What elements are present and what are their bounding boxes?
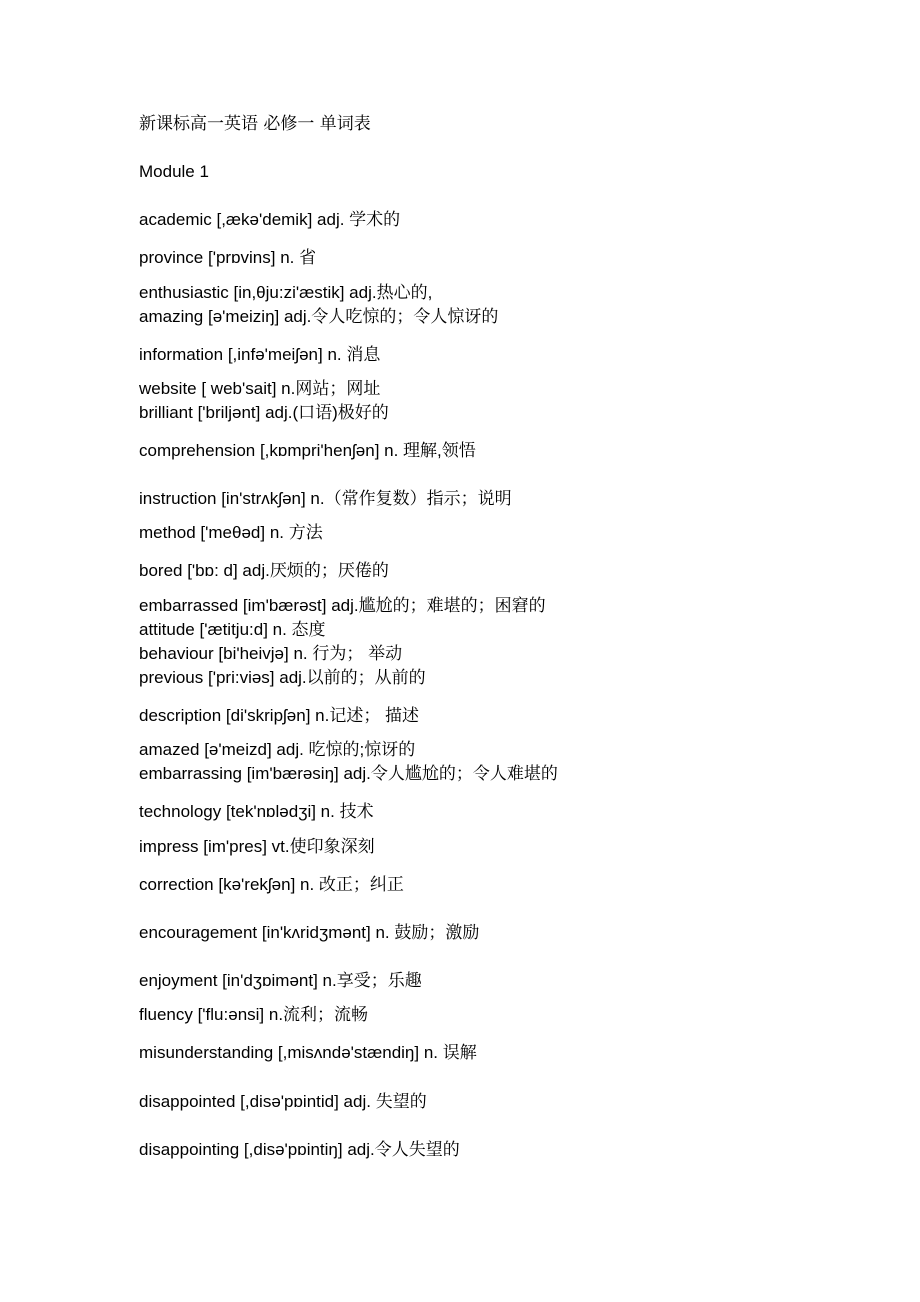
vocab-entry: disappointed [,disə'pɒintid] adj. 失望的 xyxy=(139,1092,427,1111)
vocab-entry: impress [im'pres] vt.使印象深刻 xyxy=(139,837,375,856)
vocab-entry: amazed [ə'meizd] adj. 吃惊的;惊讶的 xyxy=(139,740,416,759)
page-title: 新课标高一英语 必修一 单词表 xyxy=(139,114,371,134)
vocab-entry: previous ['pri:viəs] adj.以前的；从前的 xyxy=(139,668,426,687)
vocab-entry: embarrassed [im'bærəst] adj.尴尬的；难堪的；困窘的 xyxy=(139,596,546,615)
vocab-entry: encouragement [in'kʌridʒmənt] n. 鼓励；激励 xyxy=(139,923,480,942)
vocab-entry: description [di'skripʃən] n.记述； 描述 xyxy=(139,706,420,725)
vocab-entry: brilliant ['briljənt] adj.(口语)极好的 xyxy=(139,403,389,422)
vocab-entry: method ['meθəd] n. 方法 xyxy=(139,523,323,542)
vocab-entry: enjoyment [in'dʒɒimənt] n.享受；乐趣 xyxy=(139,971,422,990)
vocab-entry: province ['prɒvins] n. 省 xyxy=(139,248,317,267)
vocab-entry: enthusiastic [in,θju:zi'æstik] adj.热心的, xyxy=(139,283,433,302)
vocab-entry: disappointing [,disə'pɒintiŋ] adj.令人失望的 xyxy=(139,1140,460,1159)
vocab-entry: comprehension [,kɒmpri'henʃən] n. 理解,领悟 xyxy=(139,441,476,460)
vocab-entry: fluency ['flu:ənsi] n.流利；流畅 xyxy=(139,1005,369,1024)
vocab-entry: bored ['bɒ: d] adj.厌烦的；厌倦的 xyxy=(139,561,389,580)
vocab-entry: academic [,ækə'demik] adj. 学术的 xyxy=(139,210,401,229)
vocab-entry: attitude ['ætitju:d] n. 态度 xyxy=(139,620,326,639)
vocab-entry: misunderstanding [,misʌndə'stændiŋ] n. 误解 xyxy=(139,1043,477,1062)
module-heading: Module 1 xyxy=(139,162,209,181)
vocab-entry: instruction [in'strʌkʃən] n.（常作复数）指示；说明 xyxy=(139,489,512,508)
vocab-entry: information [,infə'meiʃən] n. 消息 xyxy=(139,345,381,364)
vocab-entry: correction [kə'rekʃən] n. 改正；纠正 xyxy=(139,875,404,894)
vocab-entry: website [ web'sait] n.网站；网址 xyxy=(139,379,381,398)
vocab-entry: amazing [ə'meiziŋ] adj.令人吃惊的；令人惊讶的 xyxy=(139,307,499,326)
vocab-entry: embarrassing [im'bærəsiŋ] adj.令人尴尬的；令人难堪的 xyxy=(139,764,558,783)
vocab-entry: technology [tek'nɒlədʒi] n. 技术 xyxy=(139,802,374,821)
vocab-entry: behaviour [bi'heivjə] n. 行为； 举动 xyxy=(139,644,403,663)
